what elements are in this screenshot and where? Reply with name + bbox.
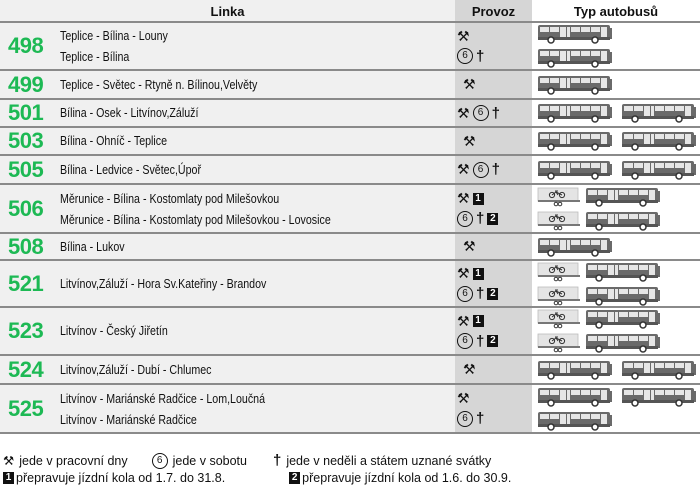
hammers-icon: ⚒ <box>463 132 476 149</box>
legend-bike1-text: přepravuje jízdní kola od 1.7. do 31.8. <box>16 470 226 485</box>
legend-bike2-text: přepravuje jízdní kola od 1.6. do 30.9. <box>302 470 512 485</box>
hammers-icon: ⚒ <box>457 190 470 206</box>
hammers-icon: ⚒ <box>457 312 470 329</box>
route-name: Bílina - Ohníč - Teplice <box>60 133 168 148</box>
hammers-icon: ⚒ <box>457 27 470 44</box>
provoz-cell <box>457 389 484 429</box>
provoz-cell <box>463 237 476 257</box>
table-row <box>0 156 700 183</box>
saturday-circle-6-icon: 6 <box>457 333 473 349</box>
saturday-circle-6-icon: 6 <box>152 453 168 469</box>
bus-icon <box>537 48 613 68</box>
cross-icon: † <box>476 285 485 302</box>
bike-trailer-icon <box>537 211 581 231</box>
table-row <box>0 23 700 69</box>
route-names <box>60 360 245 380</box>
provoz-cell <box>457 26 484 66</box>
bus-icon <box>537 103 613 123</box>
legend <box>3 452 511 486</box>
line-number: 498 <box>8 33 44 58</box>
bike-period-2-icon: 2 <box>487 213 498 225</box>
hammers-icon: ⚒ <box>463 76 476 92</box>
table-row <box>0 308 700 354</box>
route-names <box>60 188 390 230</box>
bus-icon <box>585 262 661 282</box>
table-row <box>0 128 700 154</box>
provoz-cell <box>457 103 500 123</box>
bike-trailer-icon <box>537 333 581 353</box>
bus-icon <box>585 309 661 329</box>
bike-trailer-icon <box>537 309 581 329</box>
table-row <box>0 100 700 126</box>
saturday-circle-6-icon: 6 <box>457 286 473 302</box>
bus-types-cell <box>537 186 661 234</box>
bus-types-cell <box>537 236 613 260</box>
route-names <box>60 274 312 294</box>
bus-types-cell <box>537 24 613 72</box>
bike-trailer-icon <box>537 262 581 282</box>
hammers-icon: ⚒ <box>457 265 470 281</box>
bus-types-cell <box>537 359 697 383</box>
hammers-icon: ⚒ <box>463 238 476 254</box>
bus-icon <box>621 103 697 123</box>
line-number: 499 <box>8 71 44 97</box>
line-number: 506 <box>8 195 44 221</box>
bus-icon <box>621 387 697 407</box>
bike-period-1-icon: 1 <box>473 193 484 205</box>
line-number: 505 <box>8 156 44 182</box>
legend-saturday <box>152 453 247 469</box>
bus-types-cell <box>537 309 661 357</box>
provoz-cell <box>457 160 500 180</box>
bike-trailer-icon <box>537 187 581 207</box>
legend-bike1 <box>3 471 225 485</box>
cross-icon: † <box>476 410 485 427</box>
route-names <box>60 388 310 430</box>
route-name: Teplice - Světec - Rtyně n. Bílinou,Velvěty <box>60 76 258 92</box>
table-row <box>0 356 700 383</box>
route-name: Měrunice - Bílina - Kostomlaty pod Milešovkou - Lovosice <box>60 211 331 227</box>
bus-types-cell <box>537 131 697 155</box>
bus-icon <box>621 131 697 151</box>
bus-icon <box>537 360 613 380</box>
hammers-icon: ⚒ <box>457 390 470 406</box>
route-name: Bílina - Ledvice - Světec,Úpoř <box>60 161 202 177</box>
table-row <box>0 185 700 232</box>
legend-bike2 <box>289 471 511 485</box>
route-names <box>60 160 232 180</box>
table-row <box>0 385 700 432</box>
legend-saturday-text: jede v sobotu <box>172 453 247 468</box>
bus-icon <box>537 237 613 257</box>
line-number: 503 <box>8 128 44 153</box>
bus-icon <box>621 160 697 180</box>
route-names <box>60 131 191 151</box>
provoz-cell <box>457 264 498 304</box>
bus-icon <box>585 187 661 207</box>
table-row <box>0 234 700 259</box>
provoz-cell <box>457 189 498 229</box>
bike-trailer-icon <box>537 286 581 306</box>
bus-icon <box>585 333 661 353</box>
route-names <box>60 25 192 67</box>
bus-icon <box>585 286 661 306</box>
legend-sunday <box>273 452 491 469</box>
bus-icon <box>585 211 661 231</box>
saturday-circle-6-icon: 6 <box>473 105 489 121</box>
route-name: Litvínov - Český Jiřetín <box>60 323 168 338</box>
line-number: 508 <box>8 233 44 259</box>
route-names <box>60 103 229 123</box>
cross-icon: † <box>476 47 485 65</box>
bus-types-cell <box>537 159 697 183</box>
hammers-icon: ⚒ <box>457 104 470 121</box>
provoz-cell <box>463 360 476 380</box>
header-provoz: Provoz <box>471 4 516 19</box>
route-names <box>60 321 192 341</box>
bike-period-2-icon: 2 <box>289 472 300 484</box>
legend-workdays <box>3 453 128 468</box>
bus-icon <box>537 160 613 180</box>
bike-period-1-icon: 1 <box>473 315 484 327</box>
bus-types-cell <box>537 74 613 98</box>
route-names <box>60 237 139 257</box>
bike-period-2-icon: 2 <box>487 335 498 347</box>
header-typ-autobusu: Typ autobusů <box>573 4 659 19</box>
saturday-circle-6-icon: 6 <box>457 411 473 427</box>
bike-period-1-icon: 1 <box>3 472 14 484</box>
saturday-circle-6-icon: 6 <box>473 162 489 178</box>
saturday-circle-6-icon: 6 <box>457 48 473 64</box>
bus-icon <box>537 75 613 95</box>
table-row <box>0 261 700 306</box>
line-number: 524 <box>8 356 44 382</box>
route-name: Litvínov - Mariánské Radčice - Lom,Loučná <box>60 390 266 406</box>
bus-icon <box>537 131 613 151</box>
legend-sunday-text: jede v neděli a státem uznané svátky <box>286 453 492 468</box>
provoz-cell <box>463 131 476 151</box>
bus-icon <box>621 360 697 380</box>
bus-types-cell <box>537 261 661 309</box>
cross-icon: † <box>476 210 485 227</box>
header-linka: Linka <box>210 4 245 19</box>
line-number: 501 <box>8 100 44 125</box>
bus-icon <box>537 411 613 431</box>
route-name: Teplice - Bílina - Louny <box>60 28 168 43</box>
bus-icon <box>537 24 613 44</box>
saturday-circle-6-icon: 6 <box>457 211 473 227</box>
route-name: Bílina - Lukov <box>60 238 125 254</box>
route-name: Litvínov,Záluží - Hora Sv.Kateřiny - Brandov <box>60 275 267 291</box>
cross-icon: † <box>491 104 500 122</box>
line-number: 525 <box>8 395 44 421</box>
route-name: Litvínov - Mariánské Radčice <box>60 411 197 427</box>
bus-types-cell <box>537 103 697 127</box>
hammers-icon: ⚒ <box>463 361 476 377</box>
bike-period-1-icon: 1 <box>473 268 484 280</box>
bus-icon <box>537 387 613 407</box>
hammers-icon: ⚒ <box>3 454 15 468</box>
provoz-cell <box>457 311 498 351</box>
hammers-icon: ⚒ <box>457 161 470 177</box>
cross-icon: † <box>476 332 485 350</box>
line-number: 523 <box>8 318 44 343</box>
cross-icon: † <box>491 161 500 178</box>
route-name: Měrunice - Bílina - Kostomlaty pod Milešovkou <box>60 190 280 206</box>
bike-period-2-icon: 2 <box>487 288 498 300</box>
provoz-cell <box>463 75 476 95</box>
bus-types-cell <box>537 386 697 434</box>
route-name: Bílina - Osek - Litvínov,Záluží <box>60 105 199 120</box>
route-name: Litvínov,Záluží - Dubí - Chlumec <box>60 361 212 377</box>
cross-icon: † <box>272 452 282 469</box>
line-number: 521 <box>8 270 44 296</box>
table-row <box>0 71 700 98</box>
legend-workdays-text: jede v pracovní dny <box>19 453 128 468</box>
route-name: Teplice - Bílina <box>60 49 130 64</box>
route-names <box>60 75 301 95</box>
